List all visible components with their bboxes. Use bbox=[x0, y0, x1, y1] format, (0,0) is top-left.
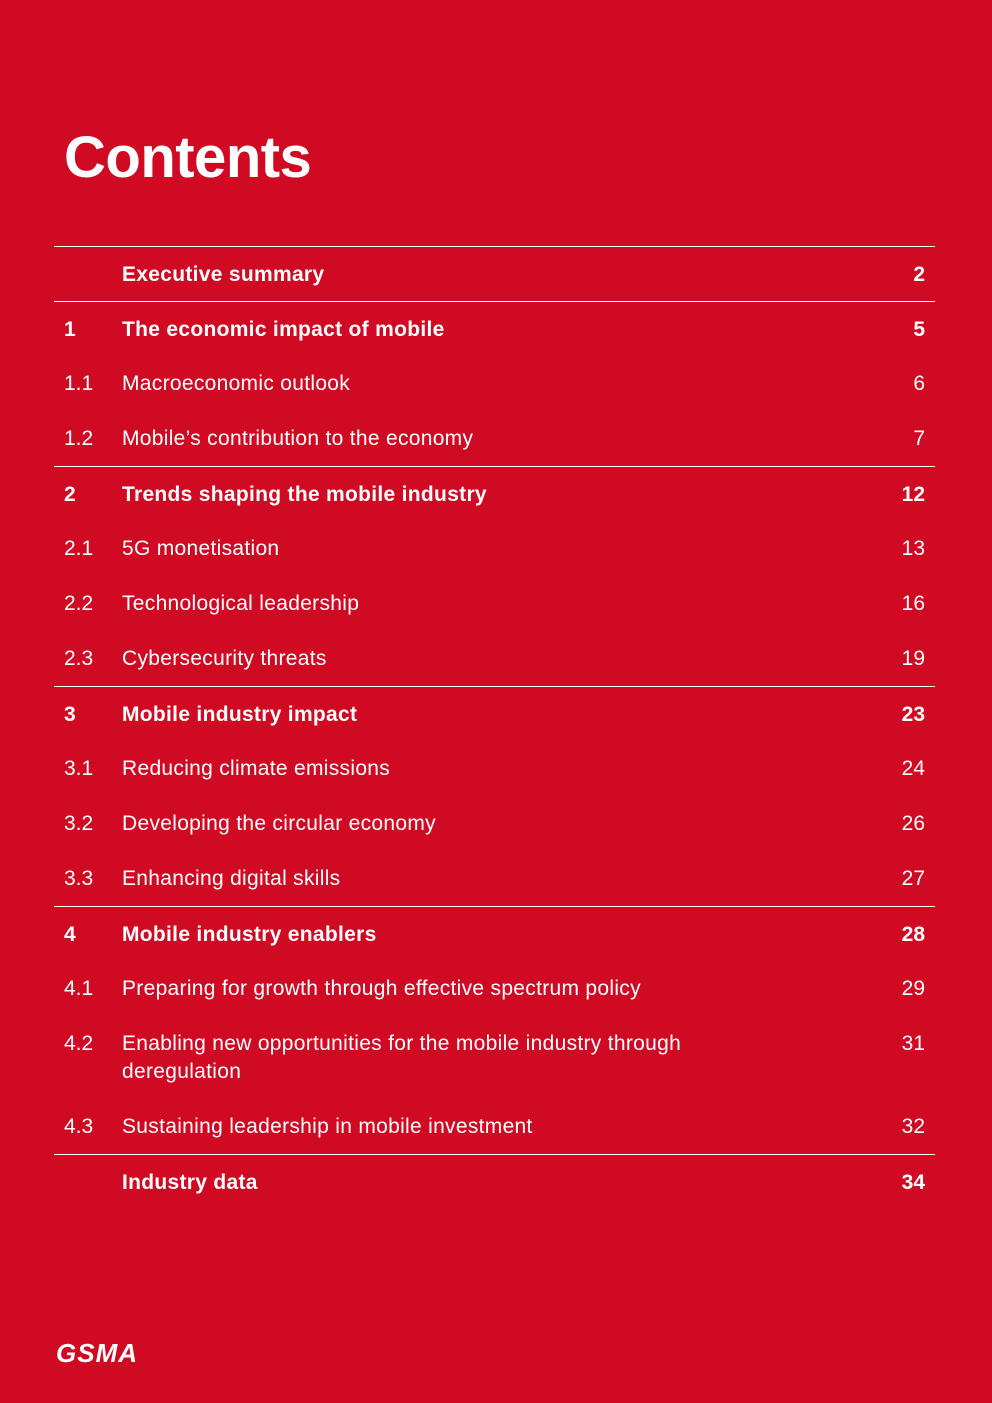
toc-number: 2.1 bbox=[64, 537, 94, 560]
toc-page-number: 7 bbox=[913, 427, 925, 450]
toc-number: 2.3 bbox=[64, 647, 94, 670]
toc-page-number: 28 bbox=[901, 923, 925, 946]
toc-number: 1.1 bbox=[64, 372, 94, 395]
toc-entry-3-1[interactable] bbox=[54, 741, 935, 796]
gsma-logo: GSMA bbox=[56, 1338, 138, 1368]
toc-entry-executive-summary[interactable] bbox=[54, 246, 935, 301]
toc-entry-3-3[interactable] bbox=[54, 851, 935, 906]
toc-number: 4.3 bbox=[64, 1115, 94, 1138]
toc-label: Enabling new opportunities for the mobile industry through deregulation bbox=[122, 1032, 682, 1083]
toc-page-number: 23 bbox=[901, 703, 925, 726]
toc-entry-section-1[interactable] bbox=[54, 301, 935, 356]
toc-number: 1.2 bbox=[64, 427, 94, 450]
toc-page-number: 26 bbox=[901, 812, 925, 835]
toc-label: Macroeconomic outlook bbox=[122, 372, 351, 395]
toc-number bbox=[54, 247, 122, 261]
toc-entry-industry-data[interactable] bbox=[54, 1154, 935, 1209]
toc-label: Mobile’s contribution to the economy bbox=[122, 427, 474, 450]
toc-page-number: 13 bbox=[901, 537, 925, 560]
toc-entry-2-3[interactable] bbox=[54, 631, 935, 686]
toc-page-number: 27 bbox=[901, 867, 925, 890]
toc-number: 3.3 bbox=[64, 867, 94, 890]
toc-number: 2 bbox=[64, 483, 76, 506]
toc-number: 3.1 bbox=[64, 757, 94, 780]
toc-number: 4.1 bbox=[64, 977, 94, 1000]
toc-label: Industry data bbox=[122, 1171, 258, 1194]
toc-entry-2-2[interactable] bbox=[54, 576, 935, 631]
toc-entry-4-3[interactable] bbox=[54, 1099, 935, 1154]
toc-page-number: 29 bbox=[901, 977, 925, 1000]
toc-label: Sustaining leadership in mobile investment bbox=[122, 1115, 533, 1138]
toc-number: 3.2 bbox=[64, 812, 94, 835]
toc-page-number: 12 bbox=[901, 483, 925, 506]
toc-number: 2.2 bbox=[64, 592, 94, 615]
toc-label: Preparing for growth through effective spectrum policy bbox=[122, 977, 641, 1000]
toc-label: Developing the circular economy bbox=[122, 812, 436, 835]
toc-label: Mobile industry enablers bbox=[122, 923, 377, 946]
toc-label: Cybersecurity threats bbox=[122, 647, 327, 670]
toc-page-number: 32 bbox=[901, 1115, 925, 1138]
toc-label: Technological leadership bbox=[122, 592, 360, 615]
table-of-contents bbox=[54, 246, 935, 1209]
toc-number bbox=[54, 1155, 122, 1169]
toc-number: 4.2 bbox=[64, 1032, 94, 1055]
toc-label: Enhancing digital skills bbox=[122, 867, 341, 890]
toc-label: 5G monetisation bbox=[122, 537, 280, 560]
toc-page-number: 6 bbox=[913, 372, 925, 395]
toc-entry-4-1[interactable] bbox=[54, 961, 935, 1016]
toc-entry-1-1[interactable] bbox=[54, 356, 935, 411]
toc-entry-section-2[interactable] bbox=[54, 466, 935, 521]
toc-number: 4 bbox=[64, 923, 76, 946]
toc-page-number: 34 bbox=[901, 1171, 925, 1194]
toc-page-number: 19 bbox=[901, 647, 925, 670]
toc-page-number: 16 bbox=[901, 592, 925, 615]
toc-page-number: 2 bbox=[913, 263, 925, 286]
toc-entry-2-1[interactable] bbox=[54, 521, 935, 576]
toc-label: Trends shaping the mobile industry bbox=[122, 483, 487, 506]
toc-entry-section-3[interactable] bbox=[54, 686, 935, 741]
toc-number: 3 bbox=[64, 703, 76, 726]
toc-label: Executive summary bbox=[122, 263, 325, 286]
toc-label: The economic impact of mobile bbox=[122, 318, 445, 341]
toc-label: Mobile industry impact bbox=[122, 703, 358, 726]
toc-entry-section-4[interactable] bbox=[54, 906, 935, 961]
toc-label: Reducing climate emissions bbox=[122, 757, 391, 780]
page-title: Contents bbox=[64, 125, 312, 190]
toc-page-number: 5 bbox=[913, 318, 925, 341]
toc-entry-1-2[interactable] bbox=[54, 411, 935, 466]
toc-page-number: 31 bbox=[901, 1032, 925, 1055]
toc-number: 1 bbox=[64, 318, 76, 341]
toc-entry-3-2[interactable] bbox=[54, 796, 935, 851]
toc-page-number: 24 bbox=[901, 757, 925, 780]
toc-entry-4-2[interactable] bbox=[54, 1016, 935, 1099]
